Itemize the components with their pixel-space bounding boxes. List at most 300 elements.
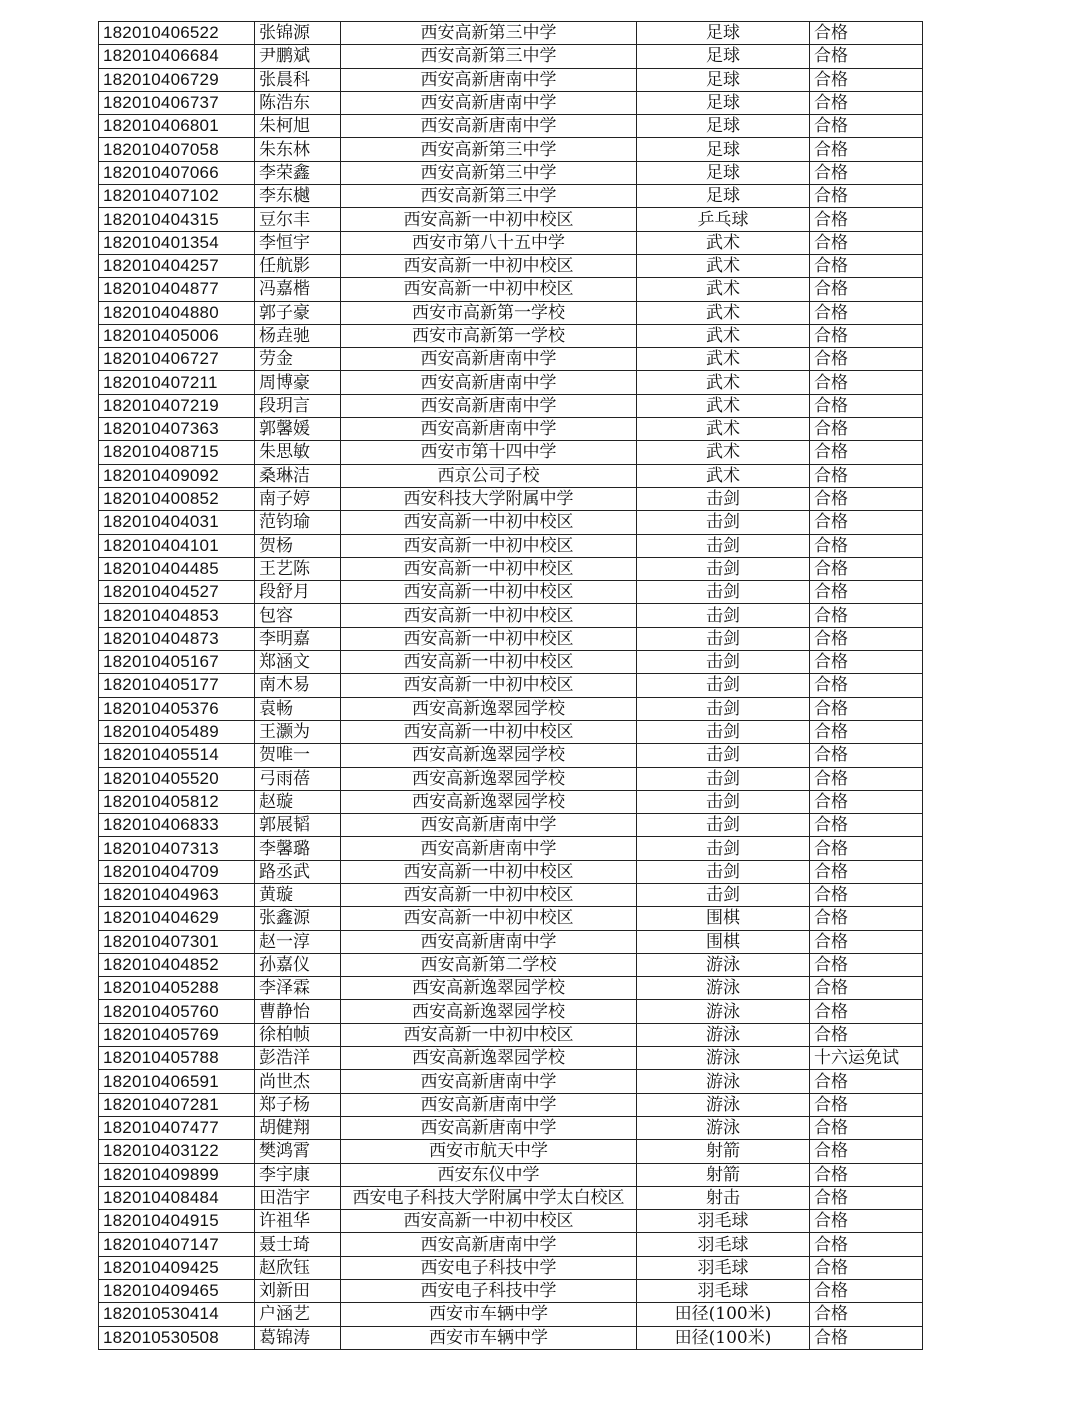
result-cell: 合格 (810, 977, 923, 1000)
student-name-cell: 曹静怡 (255, 1000, 341, 1023)
student-name-cell: 张晨科 (255, 68, 341, 91)
sport-cell: 击剑 (637, 837, 810, 860)
student-name-cell: 尹鹏斌 (255, 45, 341, 68)
table-row (99, 45, 923, 68)
student-name-cell: 范钧瑜 (255, 511, 341, 534)
result-cell: 合格 (810, 953, 923, 976)
school-cell: 西安高新一中初中校区 (341, 1210, 637, 1233)
student-id-cell: 182010406684 (99, 45, 255, 68)
student-id-cell: 182010406522 (99, 22, 255, 45)
result-cell: 合格 (810, 487, 923, 510)
sport-cell: 击剑 (637, 674, 810, 697)
student-name-cell: 郑涵文 (255, 651, 341, 674)
sport-cell: 足球 (637, 185, 810, 208)
school-cell: 西安市第八十五中学 (341, 231, 637, 254)
school-cell: 西安高新一中初中校区 (341, 674, 637, 697)
school-cell: 西安高新一中初中校区 (341, 557, 637, 580)
table-row (99, 138, 923, 161)
student-id-cell: 182010404877 (99, 278, 255, 301)
school-cell: 西安高新一中初中校区 (341, 511, 637, 534)
student-id-cell: 182010404257 (99, 254, 255, 277)
sport-cell: 击剑 (637, 627, 810, 650)
result-cell: 合格 (810, 581, 923, 604)
student-id-cell: 182010404915 (99, 1210, 255, 1233)
sport-cell: 击剑 (637, 883, 810, 906)
school-cell: 西安东仪中学 (341, 1163, 637, 1186)
table-row (99, 1047, 923, 1070)
sport-cell: 击剑 (637, 720, 810, 743)
table-row (99, 977, 923, 1000)
sport-cell: 击剑 (637, 534, 810, 557)
student-name-cell: 尚世杰 (255, 1070, 341, 1093)
result-cell: 合格 (810, 138, 923, 161)
student-id-cell: 182010406729 (99, 68, 255, 91)
student-id-cell: 182010407301 (99, 930, 255, 953)
table-row (99, 231, 923, 254)
student-id-cell: 182010406737 (99, 91, 255, 114)
table-row (99, 1093, 923, 1116)
result-cell: 合格 (810, 394, 923, 417)
student-name-cell: 豆尔丰 (255, 208, 341, 231)
school-cell: 西安电子科技中学 (341, 1256, 637, 1279)
sport-cell: 射击 (637, 1186, 810, 1209)
sport-cell: 游泳 (637, 1000, 810, 1023)
table-body (99, 22, 923, 1350)
school-cell: 西安高新一中初中校区 (341, 278, 637, 301)
student-name-cell: 聂士琦 (255, 1233, 341, 1256)
table-row (99, 464, 923, 487)
sport-cell: 羽毛球 (637, 1233, 810, 1256)
student-id-cell: 182010405177 (99, 674, 255, 697)
student-id-cell: 182010407281 (99, 1093, 255, 1116)
student-name-cell: 郭馨媛 (255, 418, 341, 441)
result-cell: 合格 (810, 767, 923, 790)
student-name-cell: 彭浩洋 (255, 1047, 341, 1070)
table-row (99, 767, 923, 790)
table-row (99, 22, 923, 45)
student-id-cell: 182010405788 (99, 1047, 255, 1070)
result-cell: 合格 (810, 464, 923, 487)
result-cell: 合格 (810, 208, 923, 231)
student-name-cell: 陈浩东 (255, 91, 341, 114)
student-name-cell: 袁畅 (255, 697, 341, 720)
student-name-cell: 周博豪 (255, 371, 341, 394)
table-row (99, 1140, 923, 1163)
school-cell: 西安高新第三中学 (341, 22, 637, 45)
sport-cell: 足球 (637, 22, 810, 45)
table-row (99, 814, 923, 837)
school-cell: 西安高新第三中学 (341, 138, 637, 161)
student-id-cell: 182010404963 (99, 883, 255, 906)
table-row (99, 487, 923, 510)
table-row (99, 441, 923, 464)
sport-cell: 足球 (637, 68, 810, 91)
table-row (99, 254, 923, 277)
school-cell: 西安高新唐南中学 (341, 814, 637, 837)
student-name-cell: 胡健翔 (255, 1116, 341, 1139)
sport-cell: 击剑 (637, 814, 810, 837)
table-row (99, 511, 923, 534)
student-id-cell: 182010406591 (99, 1070, 255, 1093)
table-row (99, 697, 923, 720)
student-id-cell: 182010404315 (99, 208, 255, 231)
student-name-cell: 王艺陈 (255, 557, 341, 580)
sport-cell: 武术 (637, 418, 810, 441)
school-cell: 西安高新一中初中校区 (341, 860, 637, 883)
table-row (99, 860, 923, 883)
student-id-cell: 182010407147 (99, 1233, 255, 1256)
school-cell: 西安电子科技大学附属中学太白校区 (341, 1186, 637, 1209)
sport-cell: 田径(100米) (637, 1303, 810, 1326)
student-id-cell: 182010405167 (99, 651, 255, 674)
table-row (99, 534, 923, 557)
result-cell: 合格 (810, 301, 923, 324)
school-cell: 西安电子科技中学 (341, 1280, 637, 1303)
sport-cell: 击剑 (637, 487, 810, 510)
result-cell: 合格 (810, 1256, 923, 1279)
sport-cell: 乒乓球 (637, 208, 810, 231)
school-cell: 西安市车辆中学 (341, 1303, 637, 1326)
school-cell: 西安高新唐南中学 (341, 837, 637, 860)
result-cell: 合格 (810, 161, 923, 184)
student-id-cell: 182010405812 (99, 790, 255, 813)
school-cell: 西安高新一中初中校区 (341, 604, 637, 627)
table-row (99, 883, 923, 906)
result-cell: 合格 (810, 627, 923, 650)
table-row (99, 418, 923, 441)
student-id-cell: 182010404880 (99, 301, 255, 324)
table-row (99, 604, 923, 627)
student-name-cell: 南木易 (255, 674, 341, 697)
student-id-cell: 182010403122 (99, 1140, 255, 1163)
school-cell: 西安高新第三中学 (341, 161, 637, 184)
student-name-cell: 朱思敏 (255, 441, 341, 464)
student-id-cell: 182010407211 (99, 371, 255, 394)
school-cell: 西安高新唐南中学 (341, 348, 637, 371)
table-row (99, 907, 923, 930)
result-cell: 合格 (810, 814, 923, 837)
result-cell: 合格 (810, 278, 923, 301)
school-cell: 西安高新一中初中校区 (341, 651, 637, 674)
school-cell: 西安高新唐南中学 (341, 68, 637, 91)
result-cell: 合格 (810, 1070, 923, 1093)
table-row (99, 394, 923, 417)
result-cell: 合格 (810, 1000, 923, 1023)
student-id-cell: 182010405520 (99, 767, 255, 790)
result-cell: 合格 (810, 91, 923, 114)
school-cell: 西安高新唐南中学 (341, 1233, 637, 1256)
table-row (99, 953, 923, 976)
school-cell: 西安高新唐南中学 (341, 1070, 637, 1093)
school-cell: 西安高新第三中学 (341, 185, 637, 208)
result-cell: 合格 (810, 790, 923, 813)
sport-cell: 游泳 (637, 1070, 810, 1093)
table-row (99, 1163, 923, 1186)
student-id-cell: 182010405769 (99, 1023, 255, 1046)
result-cell: 合格 (810, 744, 923, 767)
school-cell: 西安高新一中初中校区 (341, 534, 637, 557)
table-row (99, 581, 923, 604)
student-name-cell: 赵一淳 (255, 930, 341, 953)
sport-cell: 击剑 (637, 651, 810, 674)
student-id-cell: 182010408715 (99, 441, 255, 464)
sport-cell: 围棋 (637, 907, 810, 930)
sport-cell: 游泳 (637, 1093, 810, 1116)
table-row (99, 1186, 923, 1209)
student-id-cell: 182010404709 (99, 860, 255, 883)
student-id-cell: 182010406833 (99, 814, 255, 837)
sport-cell: 围棋 (637, 930, 810, 953)
table-row (99, 744, 923, 767)
result-cell: 合格 (810, 22, 923, 45)
school-cell: 西安高新唐南中学 (341, 394, 637, 417)
student-name-cell: 任航影 (255, 254, 341, 277)
student-name-cell: 户涵艺 (255, 1303, 341, 1326)
student-name-cell: 路丞武 (255, 860, 341, 883)
sport-cell: 田径(100米) (637, 1326, 810, 1349)
sport-cell: 武术 (637, 278, 810, 301)
student-name-cell: 包容 (255, 604, 341, 627)
sport-cell: 足球 (637, 115, 810, 138)
student-results-table (98, 21, 923, 1350)
student-id-cell: 182010406727 (99, 348, 255, 371)
student-id-cell: 182010404485 (99, 557, 255, 580)
table-row (99, 790, 923, 813)
result-cell: 合格 (810, 348, 923, 371)
sport-cell: 武术 (637, 254, 810, 277)
school-cell: 西安市高新第一学校 (341, 301, 637, 324)
student-id-cell: 182010400852 (99, 487, 255, 510)
student-name-cell: 南子婷 (255, 487, 341, 510)
result-cell: 合格 (810, 720, 923, 743)
result-cell: 合格 (810, 231, 923, 254)
sport-cell: 游泳 (637, 1116, 810, 1139)
result-cell: 合格 (810, 907, 923, 930)
result-cell: 合格 (810, 534, 923, 557)
table-row (99, 1326, 923, 1349)
school-cell: 西安高新唐南中学 (341, 1116, 637, 1139)
table-row (99, 930, 923, 953)
result-cell: 合格 (810, 68, 923, 91)
student-name-cell: 张鑫源 (255, 907, 341, 930)
table-row (99, 278, 923, 301)
table-row (99, 1000, 923, 1023)
table-row (99, 324, 923, 347)
sport-cell: 击剑 (637, 790, 810, 813)
result-cell: 合格 (810, 1023, 923, 1046)
school-cell: 西安高新逸翠园学校 (341, 1047, 637, 1070)
result-cell: 合格 (810, 697, 923, 720)
result-cell: 合格 (810, 1210, 923, 1233)
student-id-cell: 182010404101 (99, 534, 255, 557)
result-cell: 合格 (810, 930, 923, 953)
result-cell: 合格 (810, 1280, 923, 1303)
school-cell: 西安高新逸翠园学校 (341, 767, 637, 790)
table-row (99, 1070, 923, 1093)
student-name-cell: 黄璇 (255, 883, 341, 906)
student-id-cell: 182010405288 (99, 977, 255, 1000)
result-cell: 合格 (810, 418, 923, 441)
school-cell: 西安高新一中初中校区 (341, 581, 637, 604)
school-cell: 西安高新唐南中学 (341, 115, 637, 138)
student-name-cell: 徐柏帧 (255, 1023, 341, 1046)
school-cell: 西安高新逸翠园学校 (341, 977, 637, 1000)
school-cell: 西安高新一中初中校区 (341, 627, 637, 650)
student-id-cell: 182010404527 (99, 581, 255, 604)
result-cell: 合格 (810, 883, 923, 906)
student-name-cell: 桑琳洁 (255, 464, 341, 487)
table-row (99, 208, 923, 231)
student-name-cell: 弓雨蓓 (255, 767, 341, 790)
sport-cell: 击剑 (637, 767, 810, 790)
school-cell: 西安高新唐南中学 (341, 930, 637, 953)
table-row (99, 1256, 923, 1279)
student-id-cell: 182010409092 (99, 464, 255, 487)
sport-cell: 击剑 (637, 557, 810, 580)
table-row (99, 301, 923, 324)
table-row (99, 720, 923, 743)
school-cell: 西安高新逸翠园学校 (341, 697, 637, 720)
sport-cell: 足球 (637, 45, 810, 68)
table-row (99, 837, 923, 860)
sport-cell: 击剑 (637, 604, 810, 627)
sport-cell: 羽毛球 (637, 1210, 810, 1233)
school-cell: 西安高新唐南中学 (341, 371, 637, 394)
student-name-cell: 李恒宇 (255, 231, 341, 254)
school-cell: 西安高新唐南中学 (341, 1093, 637, 1116)
school-cell: 西安高新逸翠园学校 (341, 790, 637, 813)
student-id-cell: 182010405489 (99, 720, 255, 743)
table-row (99, 674, 923, 697)
student-name-cell: 段玥言 (255, 394, 341, 417)
school-cell: 西安科技大学附属中学 (341, 487, 637, 510)
student-name-cell: 赵璇 (255, 790, 341, 813)
student-name-cell: 张锦源 (255, 22, 341, 45)
result-cell: 合格 (810, 45, 923, 68)
sport-cell: 击剑 (637, 511, 810, 534)
table-row (99, 91, 923, 114)
table-row (99, 185, 923, 208)
student-name-cell: 樊鸿霄 (255, 1140, 341, 1163)
table-row (99, 115, 923, 138)
student-id-cell: 182010404629 (99, 907, 255, 930)
school-cell: 西安市航天中学 (341, 1140, 637, 1163)
result-cell: 合格 (810, 511, 923, 534)
sport-cell: 羽毛球 (637, 1280, 810, 1303)
table-row (99, 68, 923, 91)
table-row (99, 161, 923, 184)
student-name-cell: 郭展韬 (255, 814, 341, 837)
school-cell: 西安高新一中初中校区 (341, 883, 637, 906)
student-id-cell: 182010407102 (99, 185, 255, 208)
sport-cell: 游泳 (637, 1023, 810, 1046)
sport-cell: 足球 (637, 161, 810, 184)
student-name-cell: 郭子豪 (255, 301, 341, 324)
student-name-cell: 李东樾 (255, 185, 341, 208)
result-cell: 十六运免试 (810, 1047, 923, 1070)
result-cell: 合格 (810, 324, 923, 347)
sport-cell: 武术 (637, 301, 810, 324)
sport-cell: 武术 (637, 394, 810, 417)
table-row (99, 627, 923, 650)
student-name-cell: 李宇康 (255, 1163, 341, 1186)
table-row (99, 1280, 923, 1303)
result-cell: 合格 (810, 185, 923, 208)
result-cell: 合格 (810, 441, 923, 464)
student-name-cell: 贺唯一 (255, 744, 341, 767)
student-id-cell: 182010409425 (99, 1256, 255, 1279)
student-name-cell: 李荣鑫 (255, 161, 341, 184)
school-cell: 西安高新逸翠园学校 (341, 1000, 637, 1023)
school-cell: 西安高新一中初中校区 (341, 1023, 637, 1046)
sport-cell: 足球 (637, 138, 810, 161)
school-cell: 西京公司子校 (341, 464, 637, 487)
student-name-cell: 李泽霖 (255, 977, 341, 1000)
student-id-cell: 182010405514 (99, 744, 255, 767)
student-name-cell: 田浩宇 (255, 1186, 341, 1209)
result-cell: 合格 (810, 1326, 923, 1349)
student-id-cell: 182010530508 (99, 1326, 255, 1349)
sport-cell: 游泳 (637, 977, 810, 1000)
student-id-cell: 182010407219 (99, 394, 255, 417)
result-cell: 合格 (810, 1163, 923, 1186)
result-cell: 合格 (810, 557, 923, 580)
student-name-cell: 王灏为 (255, 720, 341, 743)
school-cell: 西安高新第三中学 (341, 45, 637, 68)
sport-cell: 武术 (637, 231, 810, 254)
sport-cell: 击剑 (637, 581, 810, 604)
student-id-cell: 182010530414 (99, 1303, 255, 1326)
student-id-cell: 182010409465 (99, 1280, 255, 1303)
table-row (99, 1210, 923, 1233)
result-cell: 合格 (810, 860, 923, 883)
student-id-cell: 182010404031 (99, 511, 255, 534)
school-cell: 西安高新一中初中校区 (341, 907, 637, 930)
sport-cell: 武术 (637, 464, 810, 487)
student-id-cell: 182010401354 (99, 231, 255, 254)
student-name-cell: 许祖华 (255, 1210, 341, 1233)
student-name-cell: 贺杨 (255, 534, 341, 557)
school-cell: 西安市高新第一学校 (341, 324, 637, 347)
sport-cell: 击剑 (637, 697, 810, 720)
result-cell: 合格 (810, 254, 923, 277)
result-cell: 合格 (810, 1140, 923, 1163)
school-cell: 西安市第十四中学 (341, 441, 637, 464)
student-id-cell: 182010405006 (99, 324, 255, 347)
sport-cell: 击剑 (637, 744, 810, 767)
student-id-cell: 182010404853 (99, 604, 255, 627)
result-cell: 合格 (810, 674, 923, 697)
sport-cell: 击剑 (637, 860, 810, 883)
school-cell: 西安高新一中初中校区 (341, 208, 637, 231)
school-cell: 西安高新一中初中校区 (341, 720, 637, 743)
school-cell: 西安市车辆中学 (341, 1326, 637, 1349)
student-name-cell: 朱东林 (255, 138, 341, 161)
student-name-cell: 朱柯旭 (255, 115, 341, 138)
student-name-cell: 刘新田 (255, 1280, 341, 1303)
result-cell: 合格 (810, 1093, 923, 1116)
student-id-cell: 182010407313 (99, 837, 255, 860)
table-row (99, 1303, 923, 1326)
student-id-cell: 182010404873 (99, 627, 255, 650)
result-cell: 合格 (810, 115, 923, 138)
school-cell: 西安高新第二学校 (341, 953, 637, 976)
student-name-cell: 杨垚驰 (255, 324, 341, 347)
student-id-cell: 182010405760 (99, 1000, 255, 1023)
table-row (99, 348, 923, 371)
student-id-cell: 182010407058 (99, 138, 255, 161)
result-cell: 合格 (810, 1116, 923, 1139)
